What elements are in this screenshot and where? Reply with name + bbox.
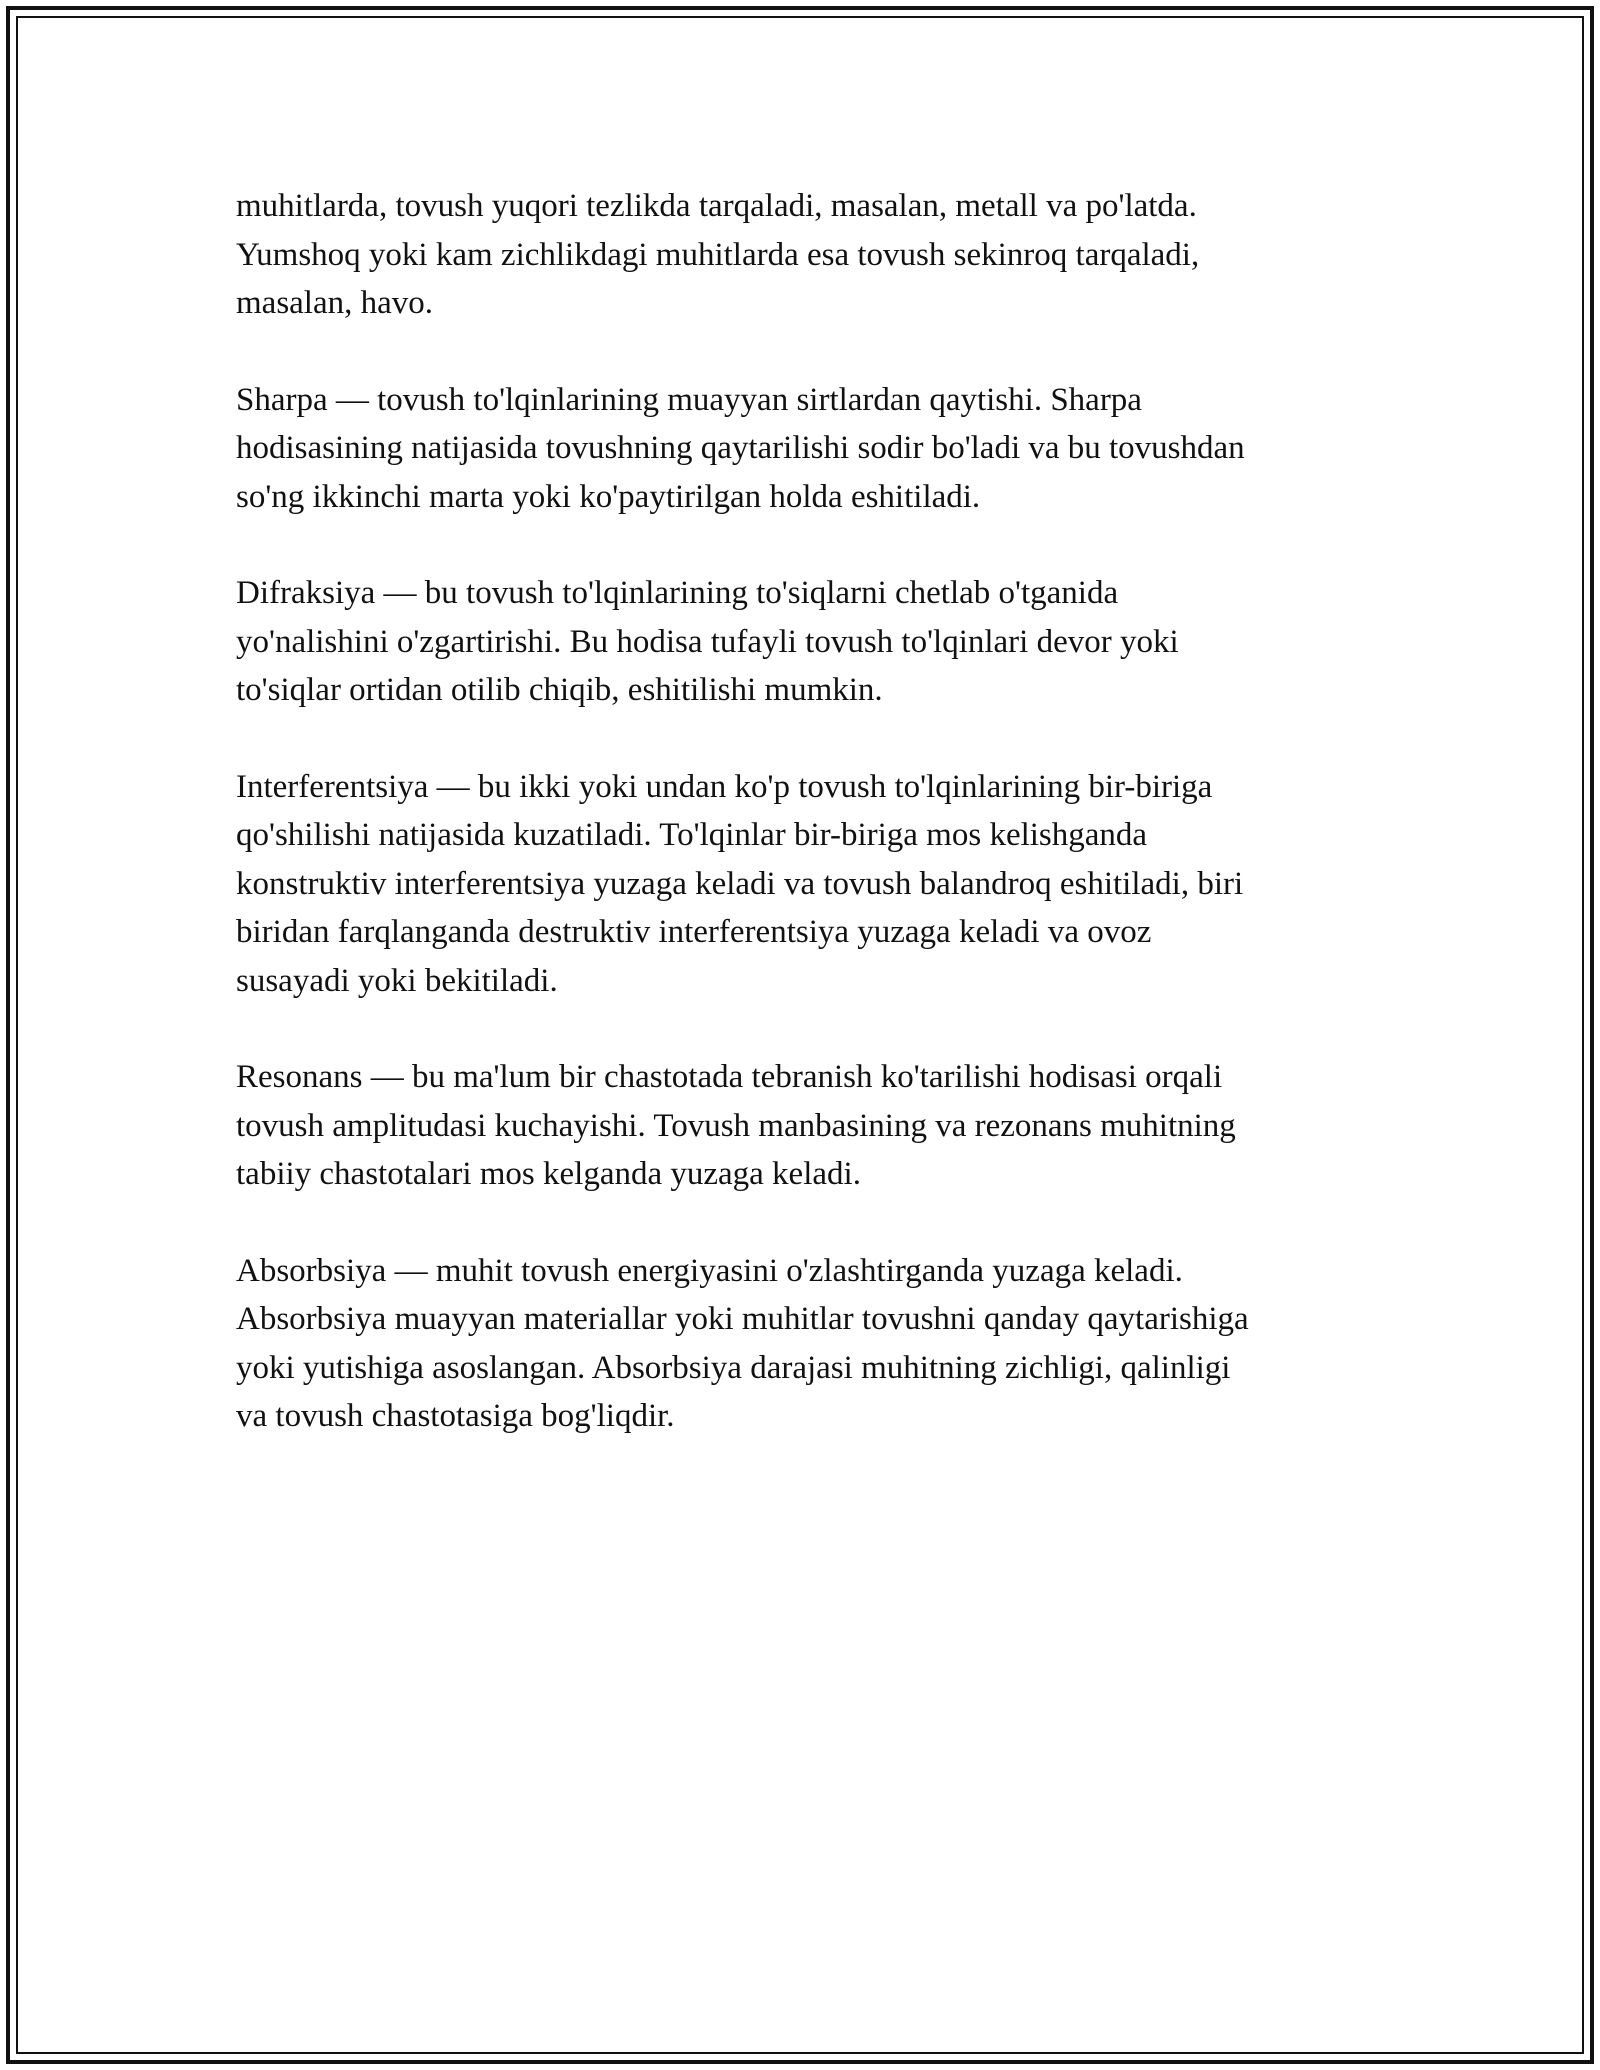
paragraph-propagation-speed: muhitlarda, tovush yuqori tezlikda tarqaladi, masalan, metall va po'latda. Yumshoq yoki kam zichlikdagi muhitlarda esa tovush sekinroq tarqaladi, masalan, havo. xyxy=(236,188,1200,321)
paragraph-sharpa: Sharpa — tovush to'lqinlarining muayyan sirtlardan qaytishi. Sharpa hodisasining natijasida tovushning qaytarilishi sodir bo'ladi va bu tovushdan so'ng ikkinchi marta yoki ko'paytirilgan holda eshitiladi. xyxy=(236,381,1245,515)
document-body xyxy=(236,182,1366,1489)
paragraph-absorbsiya: Absorbsiya — muhit tovush energiyasini o'zlashtirganda yuzaga keladi. Absorbsiya muayyan materiallar yoki muhitlar tovushni qanday qaytarishiga yoki yutishiga asoslangan. Absorbsiya darajasi muhitning zichligi, qalinligi va tovush chastotasiga bog'liqdir. xyxy=(236,1252,1249,1434)
paragraph-interferentsiya: Interferentsiya — bu ikki yoki undan ko'p tovush to'lqinlarining bir-biriga qo'shilishi natijasida kuzatiladi. To'lqinlar bir-biriga mos kelishganda konstruktiv interferentsiya yuzaga keladi va tovush balandroq eshitiladi, biri biridan farqlanganda destruktiv interferentsiya yuzaga keladi va ovoz susayadi yoki bekitiladi. xyxy=(236,768,1244,999)
paragraph-resonans: Resonans — bu ma'lum bir chastotada tebranish ko'tarilishi hodisasi orqali tovush amplitudasi kuchayishi. Tovush manbasining va rezonans muhitning tabiiy chastotalari mos kelganda yuzaga keladi. xyxy=(236,1059,1236,1192)
paragraph-difraksiya: Difraksiya — bu tovush to'lqinlarining to'siqlarni chetlab o'tganida yo'nalishini o'zgartirishi. Bu hodisa tufayli tovush to'lqinlari devor yoki to'siqlar ortidan otilib chiqib, eshitilishi mumkin. xyxy=(236,575,1179,708)
